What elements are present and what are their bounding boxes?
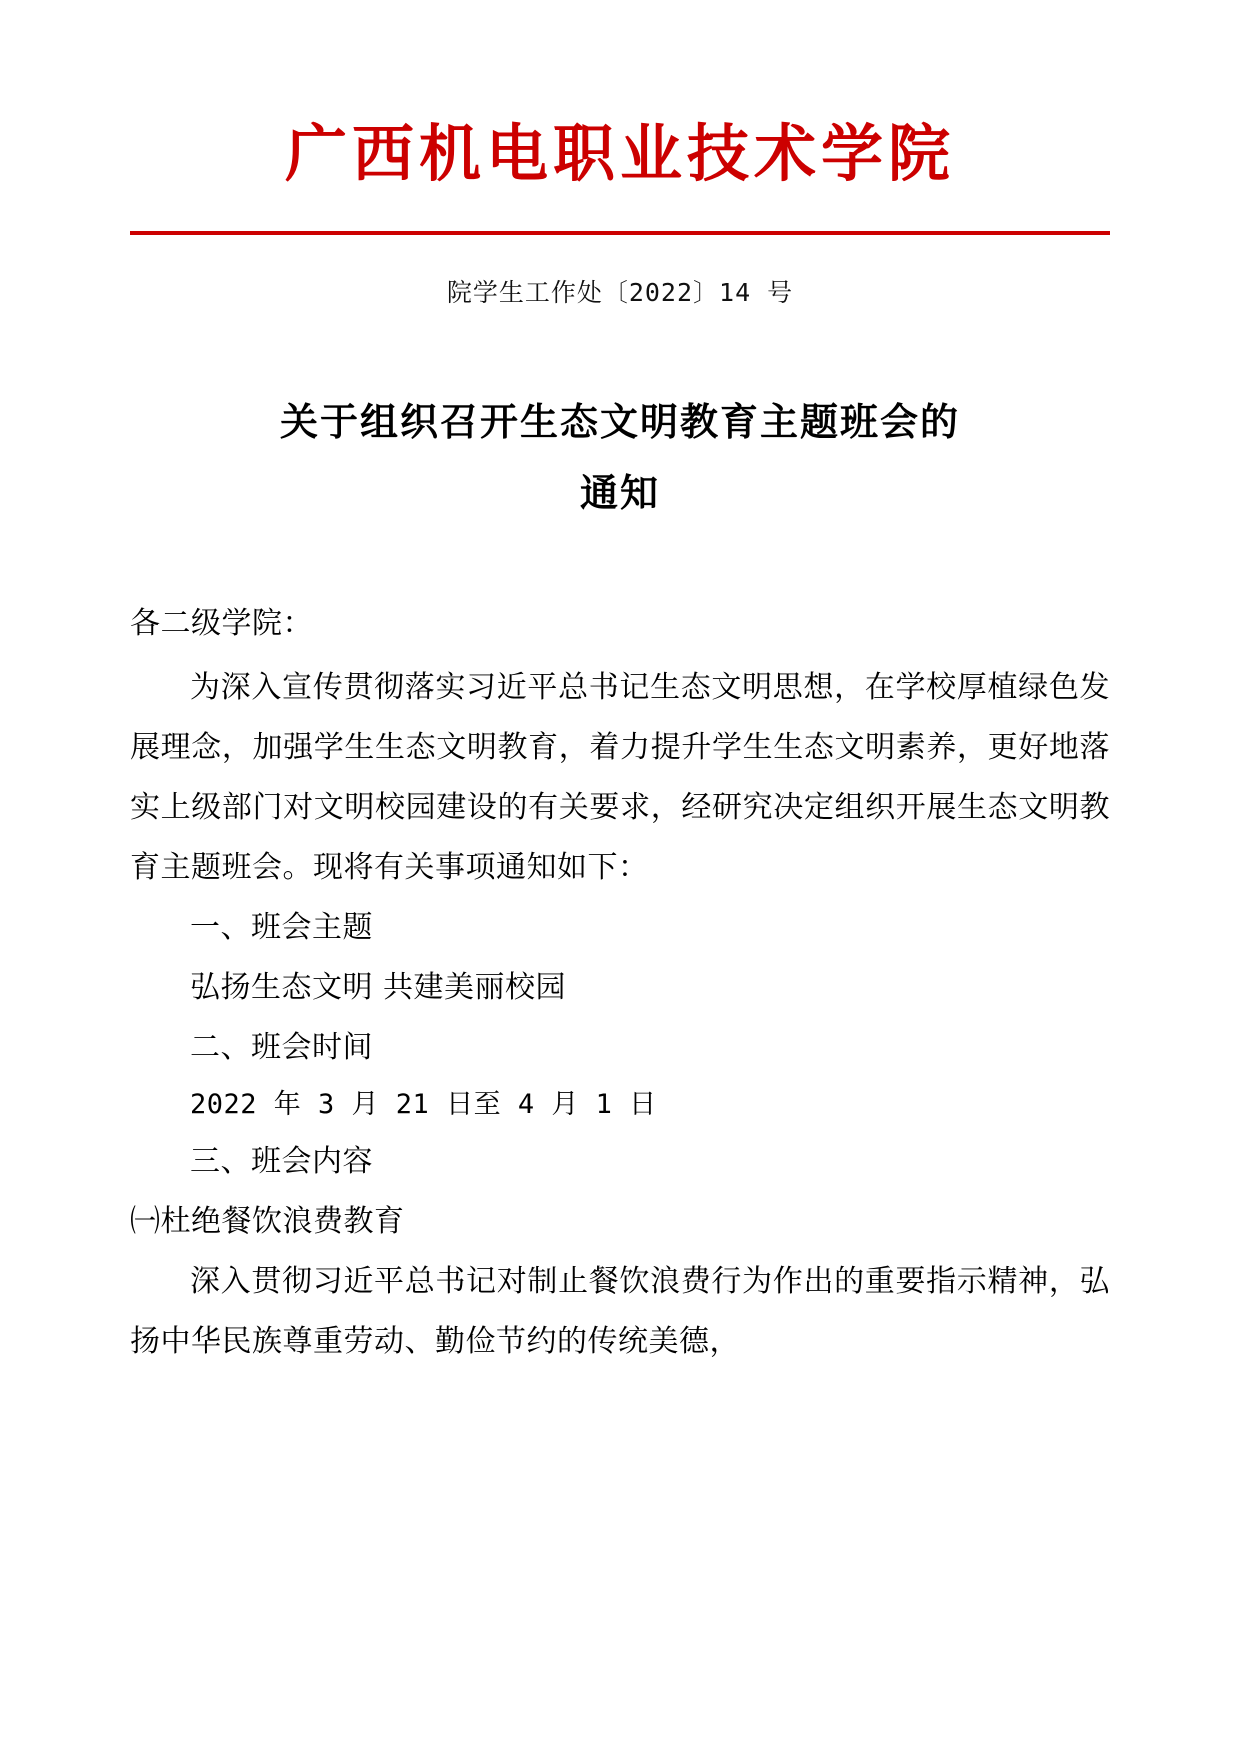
section-heading-1: 一、班会主题 (190, 909, 373, 945)
document-title-line-2: 通知 (579, 469, 660, 515)
document-body (130, 594, 1110, 1372)
section-content-2: 2022 年 3 月 21 日至 4 月 1 日 (190, 1088, 657, 1120)
document-title (130, 387, 1110, 528)
section-heading-2: 二、班会时间 (190, 1029, 373, 1065)
section-heading-3: 三、班会内容 (190, 1143, 373, 1179)
organization-title: 广西机电职业技术学院 (284, 117, 955, 190)
document-title-line-1: 关于组织召开生态文明教育主题班会的 (279, 399, 960, 445)
header-red-divider (130, 231, 1110, 235)
intro-paragraph: 为深入宣传贯彻落实习近平总书记生态文明思想，在学校厚植绿色发展理念，加强学生生态文明教育，着力提升学生生态文明素养，更好地落实上级部门对文明校园建设的有关要求，经研究决定组织开展生态文明教育主题班会。现将有关事项通知如下： (130, 669, 1110, 885)
salutation: 各二级学院： (130, 605, 313, 641)
section-content-1: 弘扬生态文明 共建美丽校园 (190, 969, 567, 1005)
document-header (130, 0, 1110, 235)
document-number: 院学生工作处〔2022〕14 号 (446, 278, 794, 308)
subsection-paragraph: 深入贯彻习近平总书记对制止餐饮浪费行为作出的重要指示精神，弘扬中华民族尊重劳动、勤俭节约的传统美德， (130, 1263, 1110, 1359)
subsection-heading: ㈠杜绝餐饮浪费教育 (130, 1203, 405, 1239)
